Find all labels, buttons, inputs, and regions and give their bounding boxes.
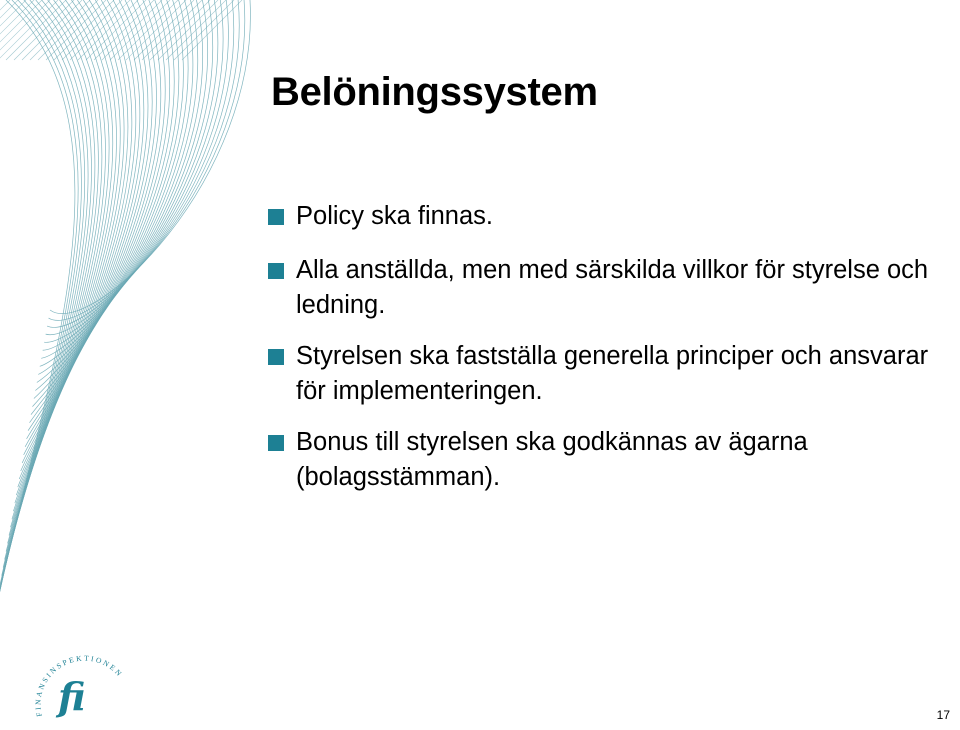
- square-bullet-icon: [268, 209, 284, 225]
- slide-title: Belöningssystem: [271, 70, 598, 114]
- logo-monogram: fi: [58, 674, 86, 719]
- finansinspektionen-logo: [28, 644, 136, 730]
- bullet-text: Alla anställda, men med särskilda villkor för styrelse och ledning.: [296, 256, 929, 319]
- square-bullet-icon: [268, 349, 284, 365]
- logo-arc-text: FINANSINSPEKTIONEN: [33, 653, 125, 718]
- page-number: 17: [936, 708, 950, 722]
- bullet-item: [268, 425, 948, 495]
- bullet-text: Bonus till styrelsen ska godkännas av ägarna (bolagsstämman).: [296, 428, 808, 491]
- square-bullet-icon: [268, 435, 284, 451]
- bullet-item: [268, 253, 948, 323]
- bullet-text: Styrelsen ska fastställa generella principer och ansvarar för implementeringen.: [296, 342, 929, 405]
- bullet-item: [268, 199, 948, 234]
- square-bullet-icon: [268, 263, 284, 279]
- bullet-list: [268, 199, 948, 495]
- bullet-item: [268, 339, 948, 409]
- bullet-text: Policy ska finnas.: [296, 202, 494, 230]
